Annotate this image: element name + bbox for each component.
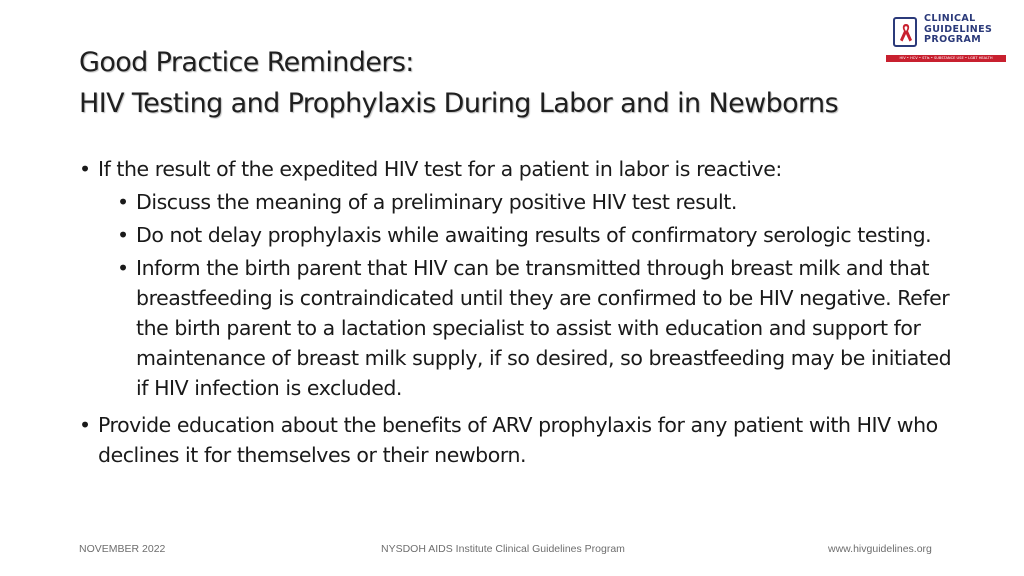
slide-body <box>79 154 959 470</box>
bullet-glyph: • <box>117 223 129 247</box>
sub-bullet-item <box>117 187 959 217</box>
sub-bullet-text: Discuss the meaning of a preliminary positive HIV test result. <box>136 190 737 214</box>
bullet-item <box>79 154 959 184</box>
bullet-text: Provide education about the benefits of ARV prophylaxis for any patient with HIV who declines it for themselves or their newborn. <box>98 413 938 467</box>
sub-bullet-item <box>117 253 959 403</box>
logo-line-2: GUIDELINES <box>924 23 993 35</box>
slide-title: Good Practice Reminders: <box>79 47 414 78</box>
bullet-glyph: • <box>79 157 91 181</box>
footer-organization: NYSDOH AIDS Institute Clinical Guidelines Program <box>381 543 625 555</box>
bullet-text: If the result of the expedited HIV test for a patient in labor is reactive: <box>98 157 782 181</box>
bullet-glyph: • <box>79 413 91 437</box>
logo-line-1: CLINICAL <box>924 13 976 24</box>
footer-website-url: www.hivguidelines.org <box>828 543 932 555</box>
red-ribbon-icon <box>899 23 913 43</box>
logo-line-3: PROGRAM <box>924 34 982 45</box>
logo-wordmark <box>924 14 992 46</box>
bullet-glyph: • <box>117 190 129 214</box>
bullet-glyph: • <box>117 256 129 280</box>
bullet-item <box>79 410 959 470</box>
sub-bullet-item <box>117 220 959 250</box>
sub-bullet-text: Do not delay prophylaxis while awaiting results of confirmatory serologic testing. <box>136 223 932 247</box>
logo-tagline: HIV • HCV • STIs • SUBSTANCE USE • LGBT HEALTH <box>886 55 1006 62</box>
sub-bullet-text: Inform the birth parent that HIV can be transmitted through breast milk and that breastfeeding is contraindicated until they are confirmed to be HIV negative. Refer the birth parent to a lactation specialist to assist with education and support for maintenance of breast milk supply, if so desired, so breastfeeding may be initiated if HIV infection is excluded. <box>136 256 952 400</box>
logo-frame <box>893 17 917 47</box>
clinical-guidelines-program-logo <box>886 14 1006 64</box>
footer-date: NOVEMBER 2022 <box>79 543 166 555</box>
slide-subtitle: HIV Testing and Prophylaxis During Labor and in Newborns <box>79 88 839 119</box>
